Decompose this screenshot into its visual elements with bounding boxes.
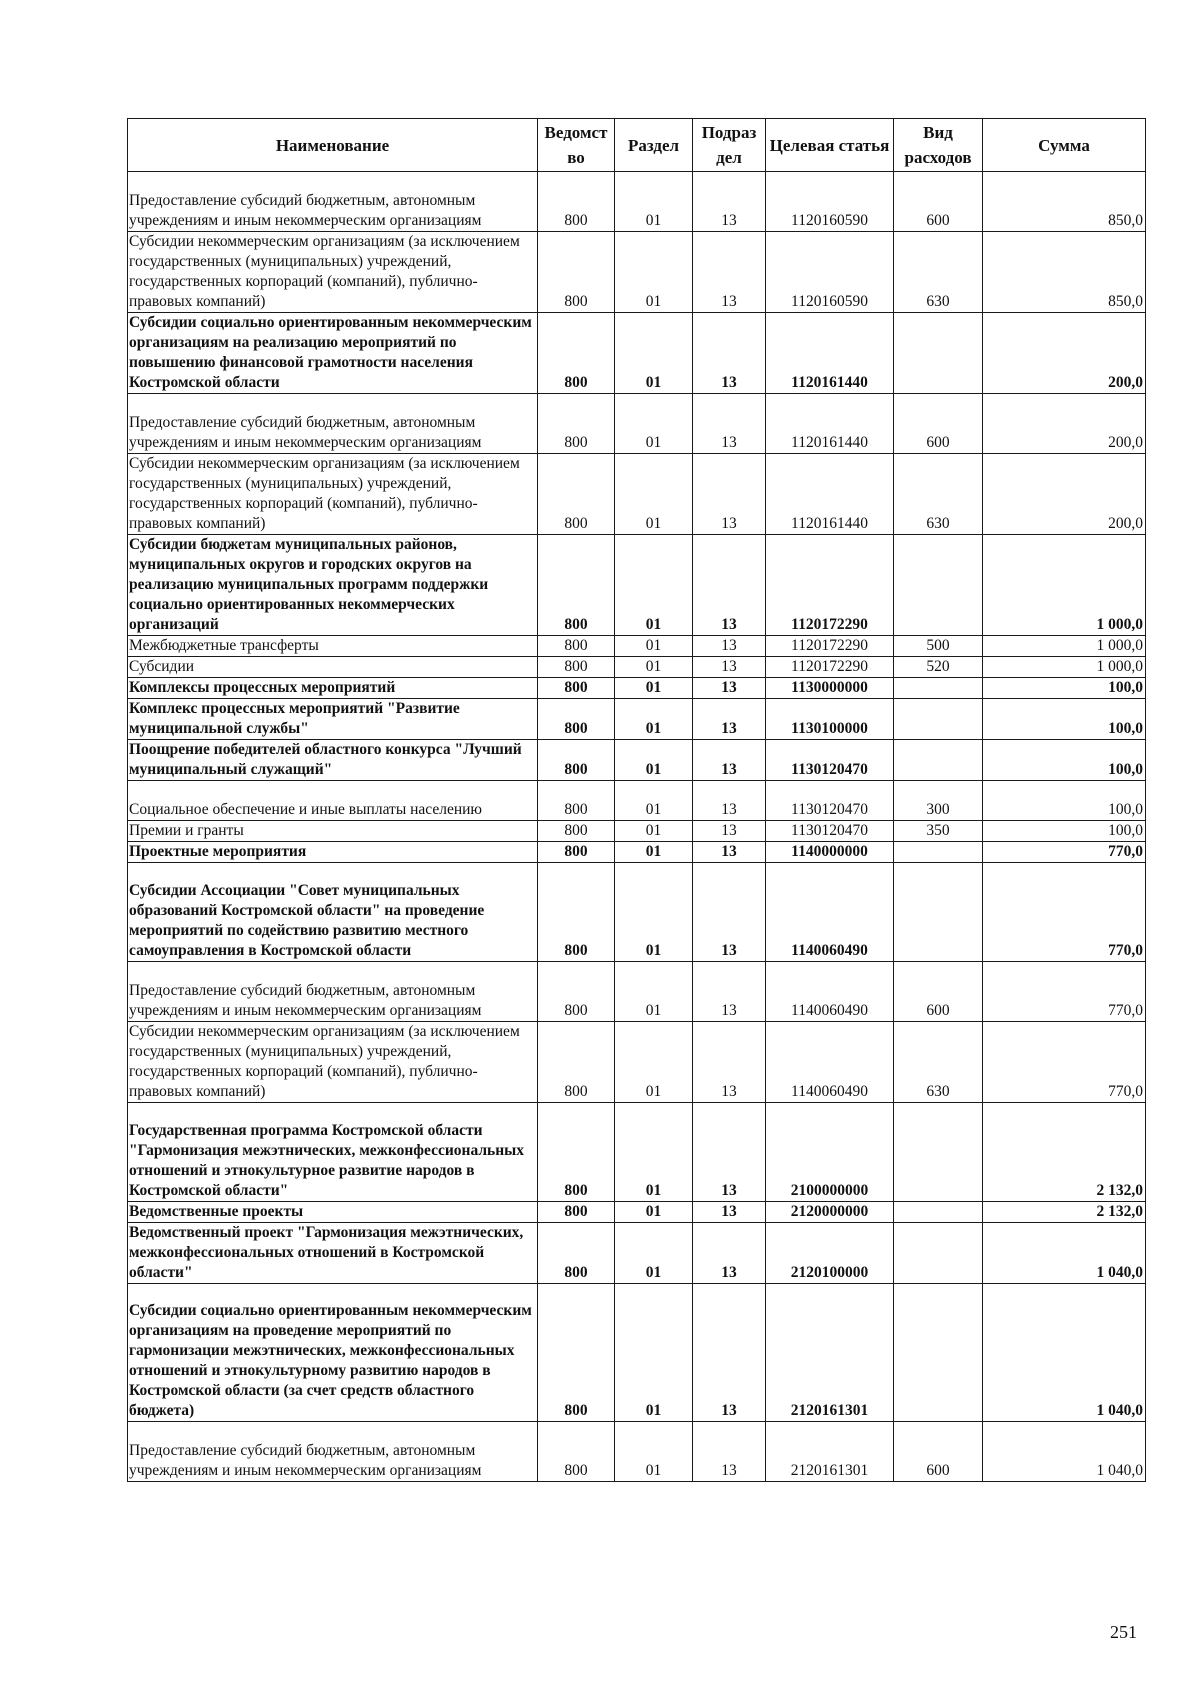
cell-vedomstvo: 800: [538, 780, 615, 820]
cell-vid-raskhodov: [894, 677, 983, 698]
cell-summa: 770,0: [983, 961, 1146, 1021]
cell-razdel: 01: [615, 739, 693, 780]
cell-vedomstvo: 800: [538, 1021, 615, 1102]
cell-summa: 100,0: [983, 739, 1146, 780]
cell-tselevaya-statya: 2120161301: [766, 1421, 894, 1481]
cell-summa: 1 000,0: [983, 635, 1146, 656]
cell-summa: 200,0: [983, 393, 1146, 453]
table-row: [128, 1283, 1146, 1421]
cell-name: Проектные мероприятия: [128, 841, 538, 862]
cell-podrazdel: 13: [693, 1102, 766, 1201]
table-row: [128, 820, 1146, 841]
table-row: [128, 677, 1146, 698]
cell-name: Комплексы процессных мероприятий: [128, 677, 538, 698]
table-row: [128, 1102, 1146, 1201]
cell-razdel: 01: [615, 780, 693, 820]
cell-name: Предоставление субсидий бюджетным, автономным учреждениям и иным некоммерческим организациям: [128, 961, 538, 1021]
table-row: [128, 841, 1146, 862]
cell-tselevaya-statya: 1140060490: [766, 862, 894, 961]
cell-razdel: 01: [615, 1201, 693, 1222]
table-row: [128, 534, 1146, 635]
cell-tselevaya-statya: 1130120470: [766, 820, 894, 841]
cell-summa: 2 132,0: [983, 1102, 1146, 1201]
cell-vid-raskhodov: [894, 841, 983, 862]
cell-podrazdel: 13: [693, 1283, 766, 1421]
cell-vedomstvo: 800: [538, 698, 615, 739]
cell-razdel: 01: [615, 961, 693, 1021]
cell-razdel: 01: [615, 1222, 693, 1283]
cell-razdel: 01: [615, 635, 693, 656]
cell-podrazdel: 13: [693, 231, 766, 312]
cell-name: Ведомственный проект "Гармонизация межэтнических, межконфессиональных отношений в Костромской области": [128, 1222, 538, 1283]
cell-vid-raskhodov: [894, 698, 983, 739]
table-row: [128, 739, 1146, 780]
cell-summa: 1 000,0: [983, 656, 1146, 677]
cell-podrazdel: 13: [693, 780, 766, 820]
cell-name: Предоставление субсидий бюджетным, автономным учреждениям и иным некоммерческим организациям: [128, 393, 538, 453]
cell-name: Ведомственные проекты: [128, 1201, 538, 1222]
cell-tselevaya-statya: 2120161301: [766, 1283, 894, 1421]
cell-razdel: 01: [615, 1421, 693, 1481]
cell-tselevaya-statya: 1120172290: [766, 656, 894, 677]
cell-name: Предоставление субсидий бюджетным, автономным учреждениям и иным некоммерческим организациям: [128, 172, 538, 232]
cell-razdel: 01: [615, 312, 693, 393]
cell-tselevaya-statya: 1130120470: [766, 780, 894, 820]
cell-podrazdel: 13: [693, 453, 766, 534]
cell-podrazdel: 13: [693, 656, 766, 677]
cell-name: Субсидии Ассоциации "Совет муниципальных образований Костромской области" на проведение мероприятий по содействию развитию местного самоуправления в Костромской области: [128, 862, 538, 961]
cell-vid-raskhodov: [894, 312, 983, 393]
cell-summa: 770,0: [983, 862, 1146, 961]
cell-vid-raskhodov: 600: [894, 1421, 983, 1481]
cell-name: Комплекс процессных мероприятий "Развитие муниципальной службы": [128, 698, 538, 739]
cell-tselevaya-statya: 1120160590: [766, 231, 894, 312]
cell-podrazdel: 13: [693, 841, 766, 862]
table-row: [128, 453, 1146, 534]
cell-summa: 100,0: [983, 780, 1146, 820]
cell-podrazdel: 13: [693, 312, 766, 393]
cell-vid-raskhodov: 600: [894, 961, 983, 1021]
cell-name: Субсидии некоммерческим организациям (за исключением государственных (муниципальных) учреждений, государственных корпораций (компаний), публично-правовых компаний): [128, 1021, 538, 1102]
cell-tselevaya-statya: 1130000000: [766, 677, 894, 698]
cell-name: Субсидии бюджетам муниципальных районов, муниципальных округов и городских округов на реализацию муниципальных программ поддержки социально ориентированных некоммерческих организаций: [128, 534, 538, 635]
header-tselevaya-statya: Целевая статья: [766, 119, 894, 172]
cell-vid-raskhodov: [894, 1201, 983, 1222]
table-row: [128, 780, 1146, 820]
cell-summa: 100,0: [983, 820, 1146, 841]
cell-razdel: 01: [615, 841, 693, 862]
cell-vedomstvo: 800: [538, 739, 615, 780]
cell-podrazdel: 13: [693, 961, 766, 1021]
cell-vedomstvo: 800: [538, 393, 615, 453]
cell-vedomstvo: 800: [538, 1222, 615, 1283]
table-row: [128, 231, 1146, 312]
cell-name: Государственная программа Костромской области "Гармонизация межэтнических, межконфессиональных отношений и этнокультурное развитие народов в Костромской области": [128, 1102, 538, 1201]
cell-vid-raskhodov: [894, 1283, 983, 1421]
cell-summa: 850,0: [983, 231, 1146, 312]
table-row: [128, 961, 1146, 1021]
cell-podrazdel: 13: [693, 1222, 766, 1283]
cell-summa: 1 040,0: [983, 1283, 1146, 1421]
table-row: [128, 1222, 1146, 1283]
cell-name: Субсидии социально ориентированным некоммерческим организациям на проведение мероприятий по гармонизации межэтнических, межконфессиональных отношений и этнокультурному развитию народов в Костромской области (за счет средств областного бюджета): [128, 1283, 538, 1421]
table-row: [128, 656, 1146, 677]
cell-tselevaya-statya: 1120172290: [766, 534, 894, 635]
cell-summa: 100,0: [983, 677, 1146, 698]
cell-name: Межбюджетные трансферты: [128, 635, 538, 656]
cell-podrazdel: 13: [693, 172, 766, 232]
cell-vid-raskhodov: 350: [894, 820, 983, 841]
table-row: [128, 312, 1146, 393]
cell-vedomstvo: 800: [538, 1421, 615, 1481]
cell-summa: 100,0: [983, 698, 1146, 739]
cell-tselevaya-statya: 1130100000: [766, 698, 894, 739]
cell-name: Субсидии: [128, 656, 538, 677]
cell-tselevaya-statya: 1140000000: [766, 841, 894, 862]
cell-vedomstvo: 800: [538, 656, 615, 677]
cell-name: Социальное обеспечение и иные выплаты населению: [128, 780, 538, 820]
cell-tselevaya-statya: 2120000000: [766, 1201, 894, 1222]
cell-vid-raskhodov: [894, 1222, 983, 1283]
cell-name: Премии и гранты: [128, 820, 538, 841]
cell-vedomstvo: 800: [538, 172, 615, 232]
cell-tselevaya-statya: 1120172290: [766, 635, 894, 656]
header-podrazdel: Подраз дел: [693, 119, 766, 172]
cell-podrazdel: 13: [693, 635, 766, 656]
cell-podrazdel: 13: [693, 862, 766, 961]
cell-vid-raskhodov: [894, 534, 983, 635]
cell-tselevaya-statya: 1130120470: [766, 739, 894, 780]
table-row: [128, 1201, 1146, 1222]
cell-summa: 1 040,0: [983, 1421, 1146, 1481]
cell-tselevaya-statya: 2120100000: [766, 1222, 894, 1283]
cell-vedomstvo: 800: [538, 841, 615, 862]
header-vedomstvo: Ведомст во: [538, 119, 615, 172]
cell-vedomstvo: 800: [538, 677, 615, 698]
table-row: [128, 172, 1146, 232]
cell-vid-raskhodov: [894, 1102, 983, 1201]
cell-summa: 770,0: [983, 1021, 1146, 1102]
table-body: [128, 172, 1146, 1482]
cell-summa: 1 000,0: [983, 534, 1146, 635]
cell-podrazdel: 13: [693, 677, 766, 698]
cell-name: Субсидии социально ориентированным некоммерческим организациям на реализацию мероприятий по повышению финансовой грамотности населения Костромской области: [128, 312, 538, 393]
cell-razdel: 01: [615, 534, 693, 635]
cell-summa: 200,0: [983, 312, 1146, 393]
budget-table: [127, 118, 1146, 1482]
cell-name: Субсидии некоммерческим организациям (за исключением государственных (муниципальных) учреждений, государственных корпораций (компаний), публично-правовых компаний): [128, 231, 538, 312]
cell-vedomstvo: 800: [538, 1283, 615, 1421]
cell-razdel: 01: [615, 453, 693, 534]
cell-podrazdel: 13: [693, 739, 766, 780]
cell-razdel: 01: [615, 1021, 693, 1102]
cell-vid-raskhodov: 630: [894, 1021, 983, 1102]
cell-tselevaya-statya: 1120160590: [766, 172, 894, 232]
cell-vid-raskhodov: 500: [894, 635, 983, 656]
cell-razdel: 01: [615, 393, 693, 453]
cell-tselevaya-statya: 2100000000: [766, 1102, 894, 1201]
table-header-row: [128, 119, 1146, 172]
cell-vid-raskhodov: [894, 739, 983, 780]
cell-summa: 850,0: [983, 172, 1146, 232]
cell-podrazdel: 13: [693, 534, 766, 635]
cell-razdel: 01: [615, 677, 693, 698]
cell-vid-raskhodov: 630: [894, 453, 983, 534]
cell-vedomstvo: 800: [538, 635, 615, 656]
cell-podrazdel: 13: [693, 1021, 766, 1102]
cell-name: Субсидии некоммерческим организациям (за исключением государственных (муниципальных) учреждений, государственных корпораций (компаний), публично-правовых компаний): [128, 453, 538, 534]
cell-tselevaya-statya: 1120161440: [766, 312, 894, 393]
header-razdel: Раздел: [615, 119, 693, 172]
cell-tselevaya-statya: 1140060490: [766, 1021, 894, 1102]
cell-razdel: 01: [615, 1283, 693, 1421]
cell-summa: 1 040,0: [983, 1222, 1146, 1283]
cell-razdel: 01: [615, 820, 693, 841]
cell-vid-raskhodov: 600: [894, 172, 983, 232]
cell-vedomstvo: 800: [538, 453, 615, 534]
cell-vedomstvo: 800: [538, 820, 615, 841]
table-row: [128, 1021, 1146, 1102]
page-number: 251: [1110, 1622, 1137, 1642]
cell-vid-raskhodov: 600: [894, 393, 983, 453]
cell-razdel: 01: [615, 656, 693, 677]
table-row: [128, 635, 1146, 656]
table-row: [128, 1421, 1146, 1481]
cell-vid-raskhodov: [894, 862, 983, 961]
cell-podrazdel: 13: [693, 820, 766, 841]
cell-vedomstvo: 800: [538, 231, 615, 312]
cell-podrazdel: 13: [693, 393, 766, 453]
table-row: [128, 698, 1146, 739]
cell-tselevaya-statya: 1120161440: [766, 453, 894, 534]
table-row: [128, 393, 1146, 453]
header-summa: Сумма: [983, 119, 1146, 172]
cell-podrazdel: 13: [693, 1201, 766, 1222]
cell-razdel: 01: [615, 172, 693, 232]
cell-summa: 770,0: [983, 841, 1146, 862]
cell-vedomstvo: 800: [538, 534, 615, 635]
cell-tselevaya-statya: 1120161440: [766, 393, 894, 453]
cell-name: Поощрение победителей областного конкурса "Лучший муниципальный служащий": [128, 739, 538, 780]
cell-vid-raskhodov: 630: [894, 231, 983, 312]
cell-vedomstvo: 800: [538, 862, 615, 961]
cell-vid-raskhodov: 520: [894, 656, 983, 677]
cell-razdel: 01: [615, 1102, 693, 1201]
cell-vid-raskhodov: 300: [894, 780, 983, 820]
header-vid-raskhodov: Вид расходов: [894, 119, 983, 172]
cell-razdel: 01: [615, 862, 693, 961]
cell-podrazdel: 13: [693, 698, 766, 739]
cell-razdel: 01: [615, 698, 693, 739]
cell-summa: 2 132,0: [983, 1201, 1146, 1222]
header-name: Наименование: [128, 119, 538, 172]
cell-vedomstvo: 800: [538, 312, 615, 393]
cell-vedomstvo: 800: [538, 1102, 615, 1201]
cell-razdel: 01: [615, 231, 693, 312]
cell-name: Предоставление субсидий бюджетным, автономным учреждениям и иным некоммерческим организациям: [128, 1421, 538, 1481]
cell-podrazdel: 13: [693, 1421, 766, 1481]
cell-tselevaya-statya: 1140060490: [766, 961, 894, 1021]
cell-summa: 200,0: [983, 453, 1146, 534]
table-row: [128, 862, 1146, 961]
cell-vedomstvo: 800: [538, 1201, 615, 1222]
cell-vedomstvo: 800: [538, 961, 615, 1021]
